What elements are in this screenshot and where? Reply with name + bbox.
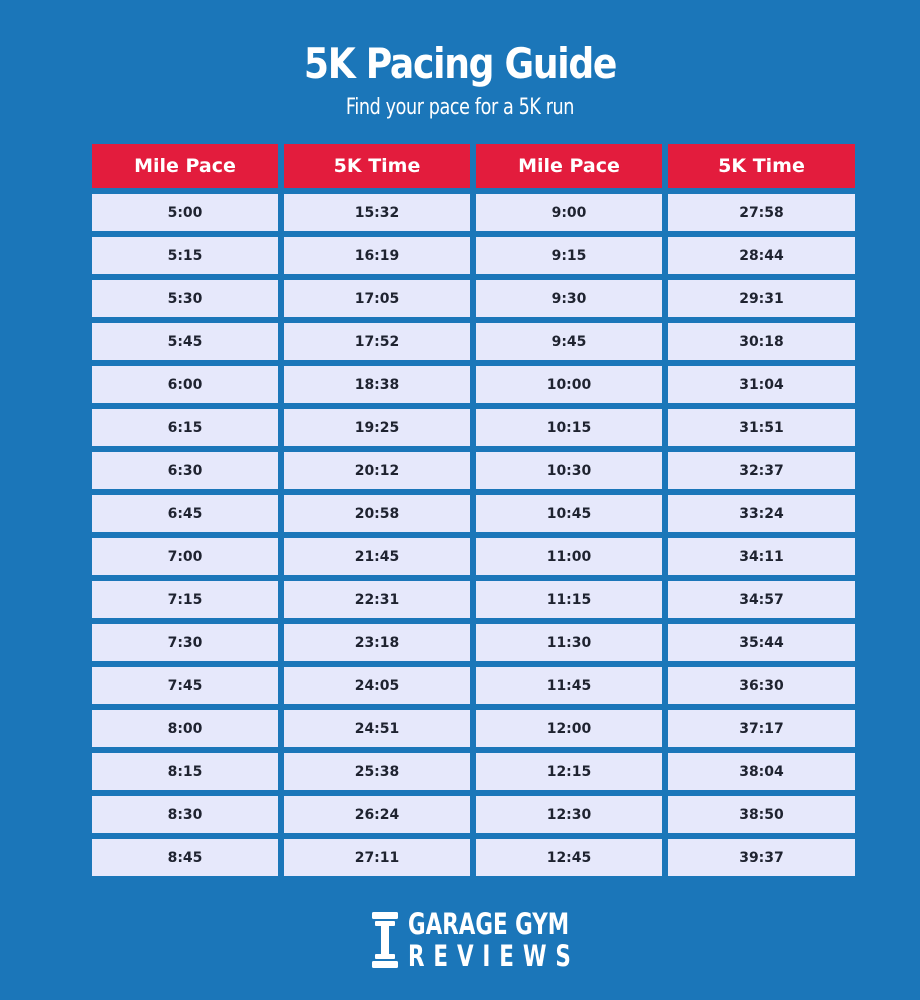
table-cell-mile-pace: 9:30	[476, 280, 662, 317]
table-cell-mile-pace: 7:15	[92, 581, 278, 618]
table-cell-mile-pace: 10:00	[476, 366, 662, 403]
table-cell-mile-pace: 8:30	[92, 796, 278, 833]
table-cell-mile-pace: 9:15	[476, 237, 662, 274]
table-cell-5k-time: 31:51	[668, 409, 855, 446]
page-subtitle: Find your pace for a 5K run	[345, 95, 575, 120]
table-cell-mile-pace: 10:30	[476, 452, 662, 489]
table-cell-5k-time: 23:18	[284, 624, 470, 661]
table-cell-mile-pace: 11:45	[476, 667, 662, 704]
table-cell-5k-time: 29:31	[668, 280, 855, 317]
table-cell-5k-time: 24:05	[284, 667, 470, 704]
table-cell-5k-time: 36:30	[668, 667, 855, 704]
table-cell-mile-pace: 8:00	[92, 710, 278, 747]
table-cell-mile-pace: 5:45	[92, 323, 278, 360]
table-cell-5k-time: 37:17	[668, 710, 855, 747]
table-cell-5k-time: 25:38	[284, 753, 470, 790]
table-cell-mile-pace: 7:30	[92, 624, 278, 661]
table-cell-mile-pace: 12:00	[476, 710, 662, 747]
table-cell-mile-pace: 10:45	[476, 495, 662, 532]
table-cell-5k-time: 20:12	[284, 452, 470, 489]
column-header-5k-time: 5K Time	[668, 144, 855, 188]
table-cell-mile-pace: 12:45	[476, 839, 662, 876]
table-cell-5k-time: 33:24	[668, 495, 855, 532]
page-title: 5K Pacing Guide	[303, 39, 617, 88]
table-cell-5k-time: 31:04	[668, 366, 855, 403]
table-cell-mile-pace: 11:30	[476, 624, 662, 661]
table-cell-mile-pace: 9:00	[476, 194, 662, 231]
table-cell-mile-pace: 6:30	[92, 452, 278, 489]
table-cell-5k-time: 34:11	[668, 538, 855, 575]
table-cell-mile-pace: 6:00	[92, 366, 278, 403]
table-cell-5k-time: 38:50	[668, 796, 855, 833]
logo-text-line2: REVIEWS	[408, 939, 580, 973]
table-cell-mile-pace: 5:15	[92, 237, 278, 274]
table-cell-mile-pace: 7:00	[92, 538, 278, 575]
table-cell-5k-time: 18:38	[284, 366, 470, 403]
table-cell-mile-pace: 5:00	[92, 194, 278, 231]
table-cell-mile-pace: 6:45	[92, 495, 278, 532]
table-cell-5k-time: 30:18	[668, 323, 855, 360]
table-cell-5k-time: 32:37	[668, 452, 855, 489]
table-cell-5k-time: 27:11	[284, 839, 470, 876]
table-cell-mile-pace: 12:30	[476, 796, 662, 833]
table-cell-mile-pace: 8:45	[92, 839, 278, 876]
table-cell-5k-time: 27:58	[668, 194, 855, 231]
table-cell-mile-pace: 12:15	[476, 753, 662, 790]
column-header-mile-pace: Mile Pace	[476, 144, 662, 188]
brand-logo	[370, 908, 580, 972]
table-cell-mile-pace: 8:15	[92, 753, 278, 790]
table-cell-5k-time: 35:44	[668, 624, 855, 661]
table-cell-mile-pace: 11:15	[476, 581, 662, 618]
table-cell-mile-pace: 11:00	[476, 538, 662, 575]
table-cell-5k-time: 38:04	[668, 753, 855, 790]
table-cell-5k-time: 39:37	[668, 839, 855, 876]
table-cell-5k-time: 28:44	[668, 237, 855, 274]
table-cell-5k-time: 22:31	[284, 581, 470, 618]
pace-table	[92, 144, 855, 882]
table-cell-mile-pace: 5:30	[92, 280, 278, 317]
table-cell-5k-time: 15:32	[284, 194, 470, 231]
table-cell-5k-time: 16:19	[284, 237, 470, 274]
logo-text-line1: GARAGE GYM	[408, 907, 570, 941]
column-header-mile-pace: Mile Pace	[92, 144, 278, 188]
table-cell-mile-pace: 10:15	[476, 409, 662, 446]
table-cell-5k-time: 17:05	[284, 280, 470, 317]
table-cell-5k-time: 17:52	[284, 323, 470, 360]
table-cell-mile-pace: 7:45	[92, 667, 278, 704]
table-cell-5k-time: 34:57	[668, 581, 855, 618]
table-cell-5k-time: 19:25	[284, 409, 470, 446]
table-cell-5k-time: 24:51	[284, 710, 470, 747]
barbell-icon	[370, 910, 400, 970]
table-cell-mile-pace: 9:45	[476, 323, 662, 360]
table-cell-5k-time: 21:45	[284, 538, 470, 575]
table-cell-5k-time: 20:58	[284, 495, 470, 532]
column-header-5k-time: 5K Time	[284, 144, 470, 188]
table-cell-mile-pace: 6:15	[92, 409, 278, 446]
table-cell-5k-time: 26:24	[284, 796, 470, 833]
